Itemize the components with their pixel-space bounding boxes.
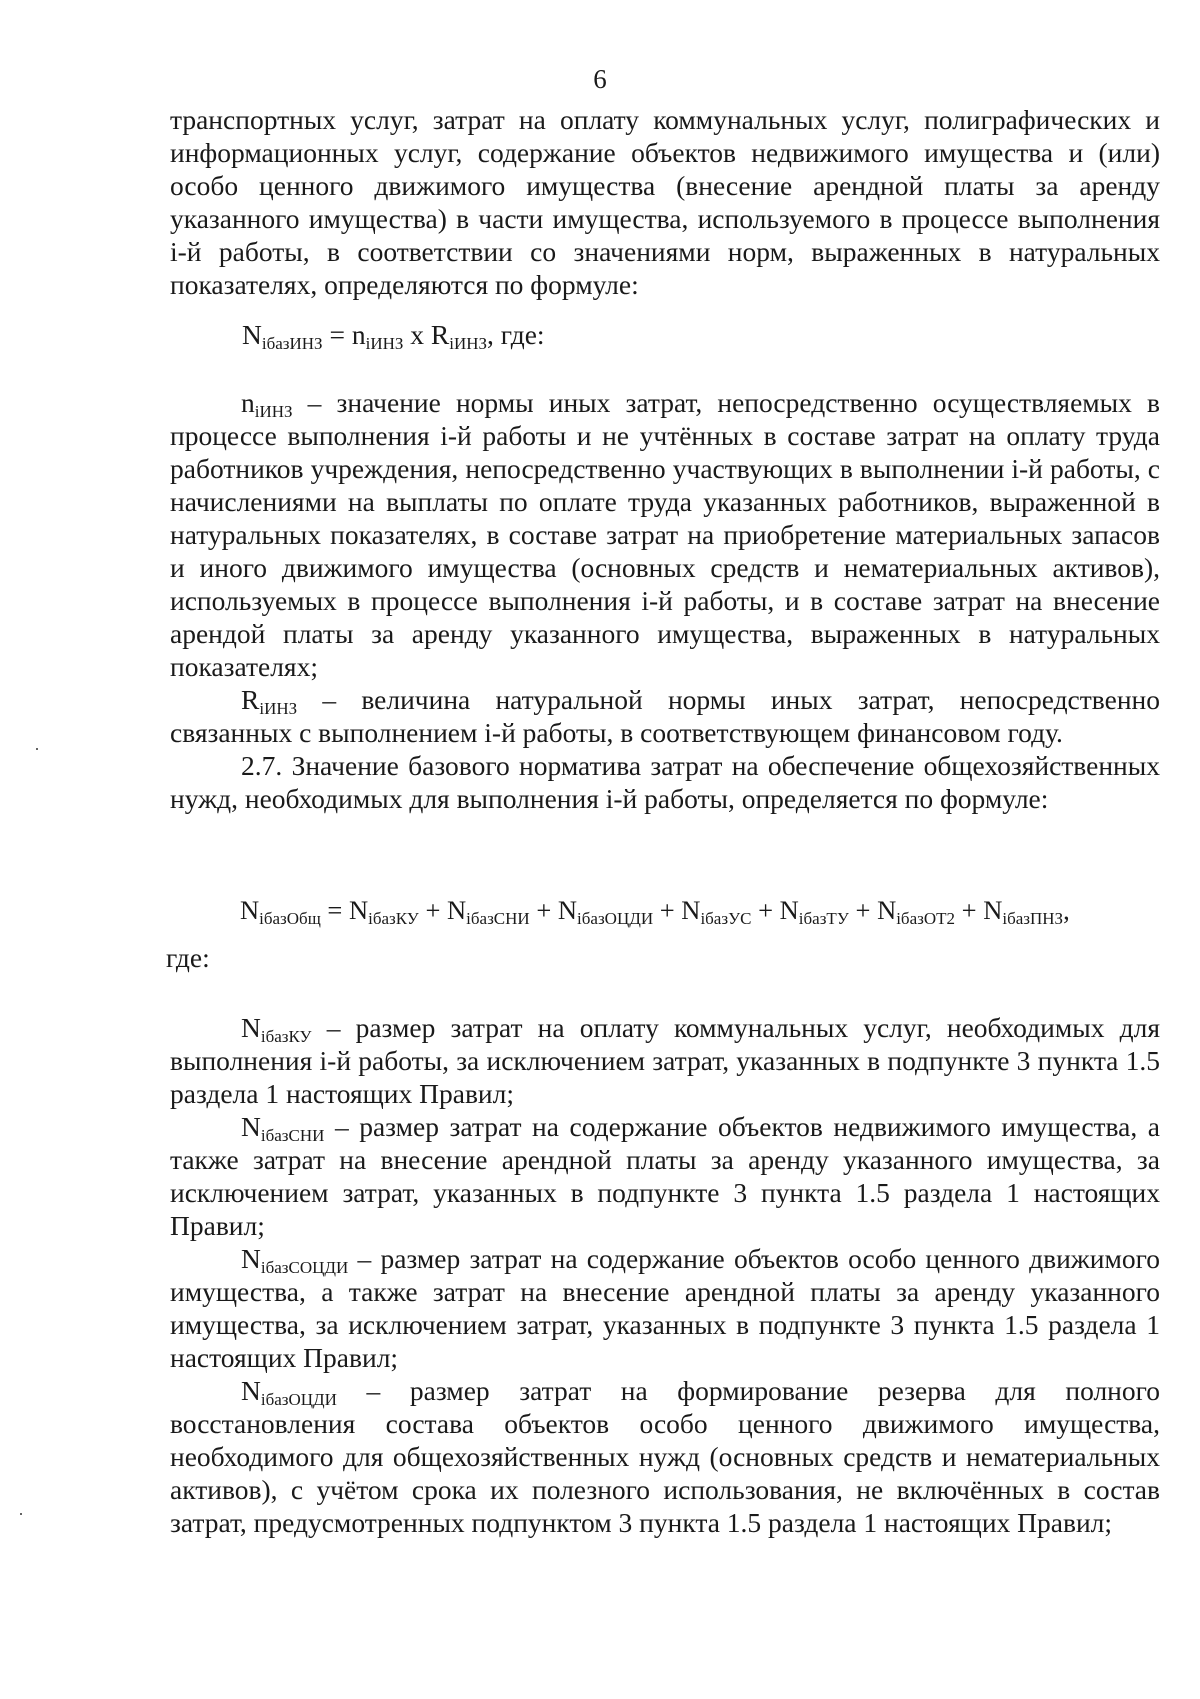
formula-subscript: iбазУС <box>700 909 752 928</box>
definition-r-inz <box>170 683 1160 749</box>
formula-symbol: R <box>430 319 450 350</box>
formula-subscript: iбазТУ <box>798 909 849 928</box>
formula-subscript: iбазСНИ <box>466 909 530 928</box>
definition-text: – размер затрат на формирование резерва для полного восстановления состава объектов особо ценного движимого имущества, необходимого для общехозяйственных нужд (основных средств и нематериальных активов), с учётом срока их полезного использования, не включённых в состав затрат, предусмотренных подпунктом 3 пункта 1.5 раздела 1 настоящих Правил; <box>170 1375 1160 1538</box>
definition-symbol: N <box>241 1375 261 1406</box>
formula-operator: = <box>322 319 352 350</box>
formula-subscript: iбазКУ <box>368 909 419 928</box>
scan-speck <box>36 748 38 750</box>
formula-tail: , где: <box>487 319 545 350</box>
section-2-7 <box>170 749 1160 815</box>
formula-inz <box>242 318 545 351</box>
formula-operator: + <box>955 895 984 925</box>
formula-symbol: N <box>779 895 799 925</box>
definition-text: – размер затрат на содержание объектов особо ценного движимого имущества, а также затрат на внесение арендной платы за аренду указанного имущества, за исключением затрат, указанных в подпункте 3 пункта 1.5 раздела 1 настоящих Правил; <box>170 1243 1160 1373</box>
definition-n-inz <box>170 386 1160 683</box>
formula-operator: + <box>653 895 682 925</box>
formula-subscript: iбазОбщ <box>259 909 321 928</box>
formula-operator: + <box>529 895 558 925</box>
definition-text: – размер затрат на оплату коммунальных услуг, необходимых для выполнения і-й работы, за исключением затрат, указанных в подпункте 3 пункта 1.5 раздела 1 настоящих Правил; <box>170 1012 1160 1109</box>
formula-symbol: N <box>349 895 369 925</box>
formula-operator: + <box>848 895 878 925</box>
intro-paragraph <box>170 103 1160 301</box>
formula-symbol: N <box>877 895 897 925</box>
formula-subscript: iбазОЦДИ <box>577 909 654 928</box>
formula-operator: x <box>403 319 431 350</box>
definition-sni <box>170 1110 1160 1242</box>
formula-subscript: iбазПНЗ <box>1002 909 1064 928</box>
formula-subscript: iбазОТ2 <box>896 909 955 928</box>
formula-symbol: N <box>681 895 701 925</box>
definition-socdi <box>170 1242 1160 1374</box>
formula-symbol: N <box>242 319 262 350</box>
section-2-7-text: 2.7. Значение базового норматива затрат на обеспечение общехозяйственных нужд, необходимых для выполнения і-й работы, определяется по формуле: <box>170 750 1160 814</box>
definition-ku <box>170 1011 1160 1110</box>
formula-symbol: N <box>240 895 260 925</box>
formula-subscript: iбазИНЗ <box>261 334 323 353</box>
definition-ocdi <box>170 1374 1160 1539</box>
formula-symbol: n <box>351 319 366 350</box>
formula-obsch <box>240 894 1070 927</box>
definition-text: – значение нормы иных затрат, непосредственно осуществляемых в процессе выполнения і-й работы и не учтённых в составе затрат на оплату труда работников учреждения, непосредственно участвующих в выполнении і-й работы, с начислениями на выплаты по оплате труда указанных работников, выраженной в натуральных показателях, в составе затрат на приобретение материальных запасов и иного движимого имущества (основных средств и нематериальных активов), используемых в процессе выполнения і-й работы, и в составе затрат на внесение арендой платы за аренду указанного имущества, выраженных в натуральных показателях; <box>170 387 1160 682</box>
definition-subscript: iбазКУ <box>260 1027 312 1046</box>
definition-subscript: iбазСНИ <box>260 1126 325 1145</box>
formula-operator: = <box>320 895 349 925</box>
formula-operator: , <box>1063 895 1070 925</box>
page-number: 6 <box>593 64 607 94</box>
formula-subscript: iИНЗ <box>365 334 404 353</box>
formula-symbol: N <box>557 895 578 925</box>
formula-symbol: N <box>983 895 1003 925</box>
definition-subscript: iИНЗ <box>259 699 298 718</box>
definition-symbol: N <box>241 1243 261 1274</box>
definition-symbol: R <box>241 684 260 715</box>
definition-symbol: n <box>241 387 255 418</box>
definition-symbol: N <box>241 1012 261 1043</box>
definition-subscript: iбазСОЦДИ <box>260 1258 349 1277</box>
where-label: где: <box>166 942 210 973</box>
formula-operator: + <box>751 895 780 925</box>
formula-operator: + <box>418 895 448 925</box>
formula-symbol: N <box>447 895 467 925</box>
formula-subscript: iИНЗ <box>449 334 488 353</box>
definition-text: – размер затрат на содержание объектов недвижимого имущества, а также затрат на внесение арендной платы за аренду указанного имущества, за исключением затрат, указанных в подпункте 3 пункта 1.5 раздела 1 настоящих Правил; <box>170 1111 1160 1241</box>
definition-subscript: iИНЗ <box>254 402 293 421</box>
definition-symbol: N <box>241 1111 261 1142</box>
scan-speck <box>20 1513 22 1515</box>
definition-text: – величина натуральной нормы иных затрат, непосредственно связанных с выполнением і-й работы, в соответствующем финансовом году. <box>170 684 1160 748</box>
intro-text: транспортных услуг, затрат на оплату коммунальных услуг, полиграфических и информационных услуг, содержание объектов недвижимого имущества и (или) особо ценного движимого имущества (внесение арендной платы за аренду указанного имущества) в части имущества, используемого в процессе выполнения і-й работы, в соответствии со значениями норм, выраженных в натуральных показателях, определяются по формуле: <box>170 104 1160 300</box>
definition-subscript: iбазОЦДИ <box>260 1390 337 1409</box>
